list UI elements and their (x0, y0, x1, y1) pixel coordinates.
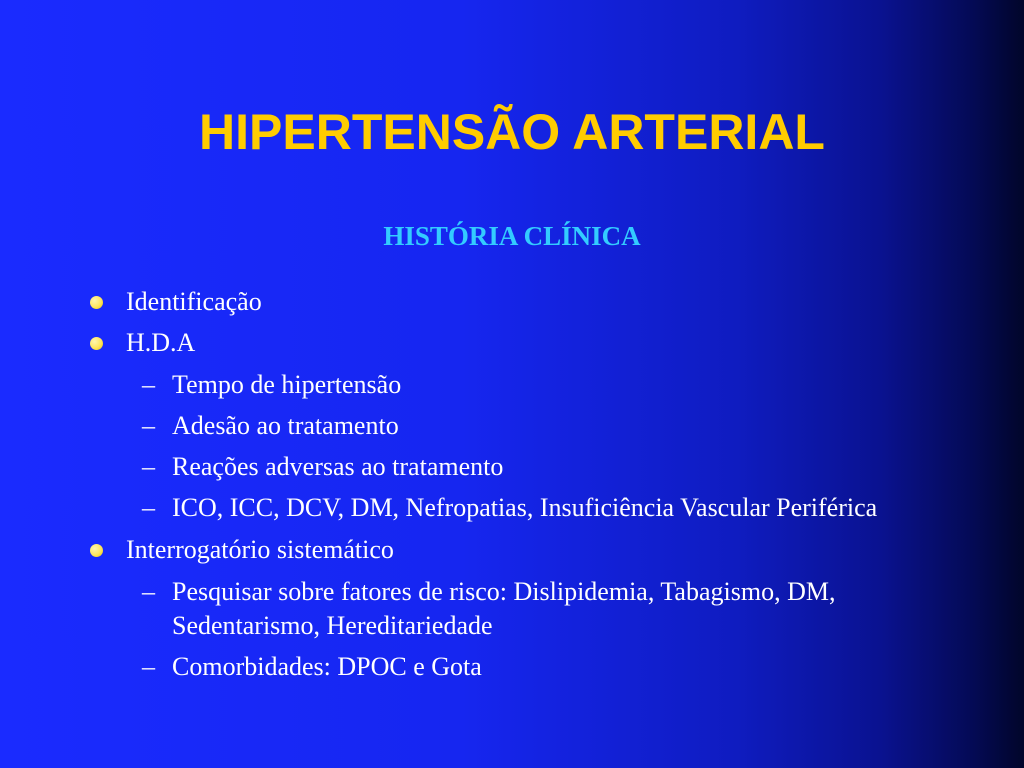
slide-title: HIPERTENSÃO ARTERIAL (199, 104, 825, 160)
bullet-item-label: H.D.A (126, 328, 196, 357)
bullet-dot-icon (90, 296, 103, 309)
sub-bullet-label: Reações adversas ao tratamento (172, 452, 504, 481)
sub-bullet-item (126, 575, 948, 643)
bullet-item-label: Identificação (126, 287, 262, 316)
sub-bullet-item (126, 368, 948, 402)
bullet-dot-icon (90, 337, 103, 350)
sub-bullet-label: Adesão ao tratamento (172, 411, 399, 440)
sub-bullet-list (126, 575, 948, 684)
bullet-item-hda (88, 327, 948, 525)
sub-bullet-label: Comorbidades: DPOC e Gota (172, 652, 482, 681)
sub-bullet-label: ICO, ICC, DCV, DM, Nefropatias, Insuficiência Vascular Periférica (172, 493, 878, 522)
sub-bullet-label: Tempo de hipertensão (172, 370, 402, 399)
dash-icon: – (142, 577, 155, 606)
sub-bullet-item (126, 650, 948, 684)
sub-bullet-item (126, 409, 948, 443)
bullet-item-identificacao (88, 286, 948, 318)
dash-icon: – (142, 411, 155, 440)
bullet-item-interrogatorio (88, 534, 948, 684)
sub-bullet-label: Pesquisar sobre fatores de risco: Dislipidemia, Tabagismo, DM, Sedentarismo, Hereditariedade (172, 577, 836, 640)
dash-icon: – (142, 493, 155, 522)
sub-bullet-item (126, 450, 948, 484)
bullet-list (88, 286, 948, 693)
dash-icon: – (142, 452, 155, 481)
bullet-dot-icon (90, 544, 103, 557)
dash-icon: – (142, 652, 155, 681)
dash-icon: – (142, 370, 155, 399)
slide-subtitle: HISTÓRIA CLÍNICA (383, 221, 641, 251)
sub-bullet-list (126, 368, 948, 525)
sub-bullet-item (126, 491, 948, 525)
bullet-item-label: Interrogatório sistemático (126, 535, 394, 564)
